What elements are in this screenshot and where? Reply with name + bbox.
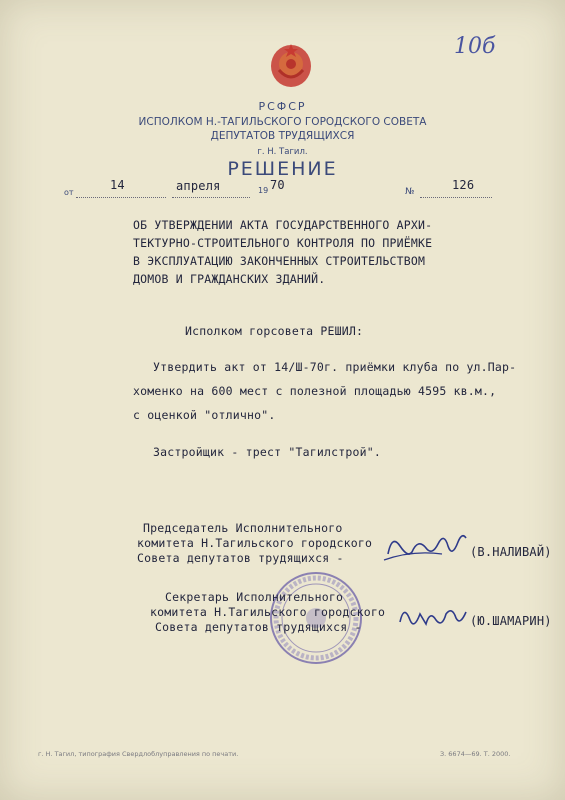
printer-footer: г. Н. Тагил, типография Свердлоблуправления по печати. xyxy=(38,750,239,758)
order-footer: З. 6674—69. Т. 2000. xyxy=(440,750,511,758)
day-field-line xyxy=(76,196,166,198)
paragraph-1-line-3: с оценкой "отлично". xyxy=(133,408,276,422)
city-line: г. Н. Тагил. xyxy=(257,147,308,157)
secretary-title-line-3: Совета депутатов трудящихся - xyxy=(155,620,362,634)
secretary-title-line-2: комитета Н.Тагильского городского xyxy=(150,605,386,619)
decision-number: 126 xyxy=(452,178,475,192)
chair-signature xyxy=(382,524,470,570)
rsfsr-emblem-icon xyxy=(268,40,314,90)
document-type: РЕШЕНИЕ xyxy=(227,158,338,180)
organ-line-2: ДЕПУТАТОВ ТРУДЯЩИХСЯ xyxy=(210,130,355,142)
secretary-title-line-1: Секретарь Исполнительного xyxy=(165,590,344,604)
chair-title-line-3: Совета депутатов трудящихся - xyxy=(137,551,344,565)
paragraph-2: Застройщик - трест "Тагилстрой". xyxy=(153,445,381,459)
year-prefix: 19 xyxy=(258,186,269,195)
republic-title: РСФСР xyxy=(258,100,307,113)
subject-line-2: ТЕКТУРНО-СТРОИТЕЛЬНОГО КОНТРОЛЯ ПО ПРИЁМКЕ xyxy=(133,236,433,250)
paragraph-1-line-2: хоменко на 600 мест с полезной площадью 4595 кв.м., xyxy=(133,384,497,398)
number-field-line xyxy=(420,196,492,198)
chair-name: (В.НАЛИВАЙ) xyxy=(470,545,552,559)
date-from-label: от xyxy=(64,188,74,197)
resolution-line: Исполком горсовета РЕШИЛ: xyxy=(185,324,364,338)
subject-line-1: ОБ УТВЕРЖДЕНИИ АКТА ГОСУДАРСТВЕННОГО АРХИ- xyxy=(133,218,433,232)
subject-line-4: ДОМОВ И ГРАЖДАНСКИХ ЗДАНИЙ. xyxy=(133,272,326,286)
date-day: 14 xyxy=(110,178,125,192)
chair-title-line-2: комитета Н.Тагильского городского xyxy=(137,536,373,550)
year-suffix: 70 xyxy=(270,178,285,192)
month-field-line xyxy=(172,196,250,198)
date-month: апреля xyxy=(176,179,221,193)
paragraph-1-line-1: Утвердить акт от 14/Ш-70г. приёмки клуба по ул.Пар- xyxy=(153,360,517,374)
archive-mark: 10б xyxy=(454,34,496,59)
secretary-signature xyxy=(396,596,470,636)
subject-line-3: В ЭКСПЛУАТАЦИЮ ЗАКОНЧЕННЫХ СТРОИТЕЛЬСТВОМ xyxy=(133,254,426,268)
number-label: № xyxy=(405,187,415,197)
organ-line-1: ИСПОЛКОМ Н.-ТАГИЛЬСКОГО ГОРОДСКОГО СОВЕТА xyxy=(138,116,427,128)
secretary-name: (Ю.ШАМАРИН) xyxy=(470,614,552,628)
chair-title-line-1: Председатель Исполнительного xyxy=(143,521,343,535)
